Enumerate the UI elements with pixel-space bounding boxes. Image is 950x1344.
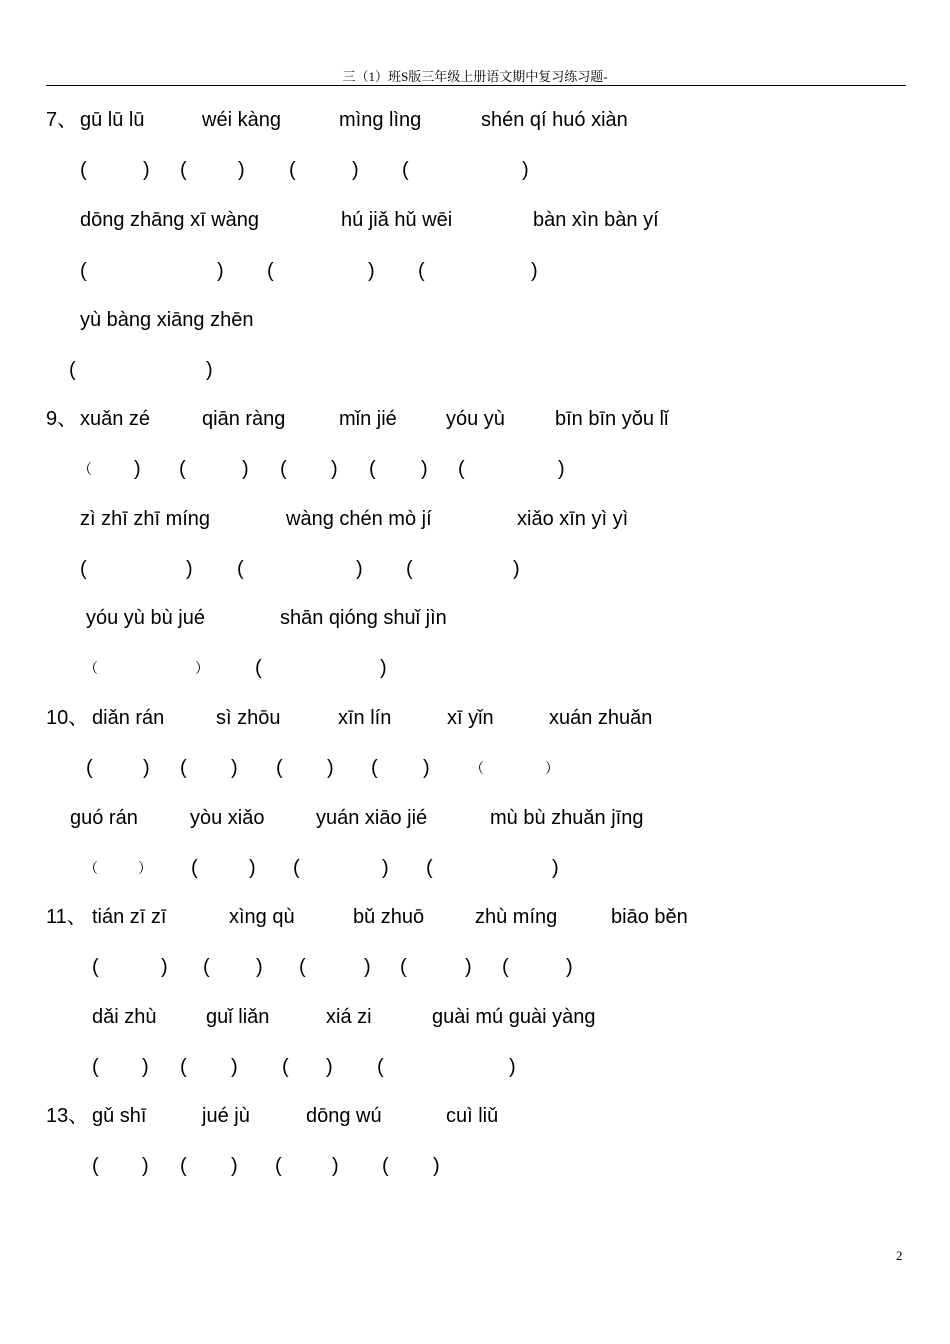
q10-pinyin-row-1 bbox=[0, 703, 950, 733]
pinyin-item: xiǎo xīn yì yì bbox=[517, 508, 629, 530]
q9-answer-row-3 bbox=[0, 653, 950, 683]
page-header-title: 三（1）班S版三年级上册语文期中复习练习题- bbox=[342, 69, 608, 84]
answer-blank-close[interactable]: ) bbox=[256, 956, 263, 978]
answer-blank-close[interactable]: ) bbox=[134, 458, 141, 480]
answer-blank-close[interactable]: ) bbox=[332, 1155, 339, 1177]
answer-blank-open[interactable]: ( bbox=[80, 558, 87, 580]
answer-blank-close[interactable]: ) bbox=[326, 1056, 333, 1078]
answer-blank-open[interactable]: ( bbox=[203, 956, 210, 978]
answer-blank-close[interactable]: ) bbox=[382, 857, 389, 879]
answer-blank-open[interactable]: ( bbox=[458, 458, 465, 480]
pinyin-item: yòu xiǎo bbox=[190, 807, 265, 829]
answer-blank-close[interactable]: ) bbox=[380, 657, 387, 679]
answer-blank-open[interactable]: ( bbox=[369, 458, 376, 480]
answer-blank-close[interactable]: ) bbox=[143, 757, 150, 779]
answer-blank-close[interactable]: ) bbox=[356, 558, 363, 580]
answer-blank-open[interactable]: ( bbox=[400, 956, 407, 978]
q13-pinyin-row-1 bbox=[0, 1101, 950, 1131]
answer-blank-open[interactable]: ( bbox=[237, 558, 244, 580]
answer-blank-open[interactable]: ( bbox=[289, 159, 296, 181]
pinyin-item: bīn bīn yǒu lǐ bbox=[555, 408, 669, 430]
answer-blank-close[interactable]: ) bbox=[206, 359, 213, 381]
answer-blank-open[interactable]: ( bbox=[69, 359, 76, 381]
pinyin-item: yóu yù bbox=[446, 408, 505, 430]
q10-answer-row-2 bbox=[0, 853, 950, 883]
answer-blank-close[interactable]: ) bbox=[331, 458, 338, 480]
pinyin-item: guǐ liǎn bbox=[206, 1006, 270, 1028]
pinyin-item: sì zhōu bbox=[216, 707, 281, 729]
answer-blank-close[interactable]: ) bbox=[186, 558, 193, 580]
answer-blank-close[interactable]: ) bbox=[558, 458, 565, 480]
q11-answer-row-1 bbox=[0, 952, 950, 982]
answer-blank-open[interactable]: ( bbox=[180, 1155, 187, 1177]
answer-blank-open[interactable]: ( bbox=[426, 857, 433, 879]
answer-blank-open[interactable]: ( bbox=[418, 260, 425, 282]
answer-blank-open[interactable]: （ bbox=[84, 660, 98, 676]
answer-blank-open[interactable]: ( bbox=[180, 159, 187, 181]
pinyin-item: dǎi zhù bbox=[92, 1006, 157, 1028]
pinyin-item: wàng chén mò jí bbox=[286, 508, 432, 530]
q11-answer-row-2 bbox=[0, 1052, 950, 1082]
answer-blank-open[interactable]: ( bbox=[92, 1056, 99, 1078]
answer-blank-open[interactable]: ( bbox=[502, 956, 509, 978]
q7-answer-row-3 bbox=[0, 355, 950, 385]
answer-blank-open[interactable]: ( bbox=[293, 857, 300, 879]
answer-blank-open[interactable]: ( bbox=[255, 657, 262, 679]
answer-blank-open[interactable]: ( bbox=[276, 757, 283, 779]
answer-blank-close[interactable]: ) bbox=[238, 159, 245, 181]
answer-blank-open[interactable]: ( bbox=[191, 857, 198, 879]
answer-blank-open[interactable]: ( bbox=[377, 1056, 384, 1078]
question-number: 11、 bbox=[46, 906, 87, 928]
answer-blank-close[interactable]: ) bbox=[566, 956, 573, 978]
answer-blank-close[interactable]: ) bbox=[509, 1056, 516, 1078]
pinyin-item: tián zī zī bbox=[92, 906, 167, 928]
answer-blank-open[interactable]: ( bbox=[92, 1155, 99, 1177]
pinyin-item: xuán zhuǎn bbox=[549, 707, 653, 729]
q9-pinyin-row-3 bbox=[0, 603, 950, 633]
answer-blank-close[interactable]: ) bbox=[522, 159, 529, 181]
pinyin-item: xìng qù bbox=[229, 906, 295, 928]
pinyin-item: mǐn jié bbox=[339, 408, 397, 430]
answer-blank-close[interactable]: ) bbox=[161, 956, 168, 978]
answer-blank-close[interactable]: ) bbox=[552, 857, 559, 879]
q7-pinyin-row-1 bbox=[0, 105, 950, 135]
pinyin-item: zhù míng bbox=[475, 906, 558, 928]
q10-pinyin-row-2 bbox=[0, 803, 950, 833]
q7-pinyin-row-3 bbox=[0, 305, 950, 335]
answer-blank-close[interactable]: ) bbox=[249, 857, 256, 879]
answer-blank-open[interactable]: ( bbox=[382, 1155, 389, 1177]
pinyin-item: shén qí huó xiàn bbox=[481, 109, 628, 131]
answer-blank-open[interactable]: ( bbox=[282, 1056, 289, 1078]
pinyin-item: guài mú guài yàng bbox=[432, 1006, 596, 1028]
answer-blank-close[interactable]: ) bbox=[142, 1056, 149, 1078]
pinyin-item: dōng wú bbox=[306, 1105, 382, 1127]
pinyin-item: jué jù bbox=[202, 1105, 250, 1127]
pinyin-item: wéi kàng bbox=[202, 109, 281, 131]
header-rule bbox=[46, 85, 906, 86]
question-number: 13、 bbox=[46, 1105, 89, 1127]
q9-answer-row-2 bbox=[0, 554, 950, 584]
q11-pinyin-row-1 bbox=[0, 902, 950, 932]
answer-blank-open[interactable]: ( bbox=[371, 757, 378, 779]
answer-blank-close[interactable]: ) bbox=[242, 458, 249, 480]
pinyin-item: yuán xiāo jié bbox=[316, 807, 428, 829]
answer-blank-open[interactable]: ( bbox=[92, 956, 99, 978]
answer-blank-close[interactable]: ) bbox=[368, 260, 375, 282]
answer-blank-close[interactable]: ) bbox=[231, 757, 238, 779]
answer-blank-close[interactable]: ) bbox=[513, 558, 520, 580]
answer-blank-open[interactable]: ( bbox=[406, 558, 413, 580]
pinyin-item: qiān ràng bbox=[202, 408, 286, 430]
answer-blank-open[interactable]: ( bbox=[179, 458, 186, 480]
answer-blank-open[interactable]: ( bbox=[80, 260, 87, 282]
answer-blank-open[interactable]: ( bbox=[299, 956, 306, 978]
answer-blank-close[interactable]: ） bbox=[545, 760, 559, 776]
answer-blank-close[interactable]: ） bbox=[138, 860, 152, 876]
pinyin-item: cuì liǔ bbox=[446, 1105, 499, 1127]
q9-answer-row-1 bbox=[0, 454, 950, 484]
answer-blank-close[interactable]: ) bbox=[231, 1056, 238, 1078]
answer-blank-close[interactable]: ) bbox=[421, 458, 428, 480]
pinyin-item: guó rán bbox=[70, 807, 138, 829]
answer-blank-open[interactable]: （ bbox=[84, 860, 98, 876]
answer-blank-open[interactable]: （ bbox=[78, 461, 92, 477]
answer-blank-close[interactable]: ) bbox=[433, 1155, 440, 1177]
answer-blank-close[interactable]: ） bbox=[195, 660, 209, 676]
pinyin-item: dōng zhāng xī wàng bbox=[80, 209, 260, 231]
pinyin-item: shān qióng shuǐ jìn bbox=[280, 607, 447, 629]
pinyin-item: bǔ zhuō bbox=[353, 906, 425, 928]
answer-blank-close[interactable]: ) bbox=[143, 159, 150, 181]
question-number: 7、 bbox=[46, 109, 78, 131]
pinyin-item: zì zhī zhī míng bbox=[80, 508, 211, 530]
pinyin-item: xīn lín bbox=[338, 707, 392, 729]
answer-blank-close[interactable]: ) bbox=[531, 260, 538, 282]
answer-blank-close[interactable]: ) bbox=[465, 956, 472, 978]
pinyin-item: yù bàng xiāng zhēn bbox=[80, 309, 254, 331]
pinyin-item: bàn xìn bàn yí bbox=[533, 209, 659, 231]
q9-pinyin-row-1 bbox=[0, 404, 950, 434]
answer-blank-close[interactable]: ) bbox=[352, 159, 359, 181]
answer-blank-close[interactable]: ) bbox=[423, 757, 430, 779]
answer-blank-close[interactable]: ) bbox=[142, 1155, 149, 1177]
pinyin-item: hú jiǎ hǔ wēi bbox=[341, 209, 453, 231]
page-number: 2 bbox=[896, 1248, 903, 1263]
q7-answer-row-2 bbox=[0, 256, 950, 286]
q10-answer-row-1 bbox=[0, 753, 950, 783]
answer-blank-close[interactable]: ) bbox=[364, 956, 371, 978]
q11-pinyin-row-2 bbox=[0, 1002, 950, 1032]
answer-blank-open[interactable]: ( bbox=[80, 159, 87, 181]
question-number: 9、 bbox=[46, 408, 78, 430]
answer-blank-open[interactable]: ( bbox=[180, 757, 187, 779]
answer-blank-open[interactable]: ( bbox=[402, 159, 409, 181]
answer-blank-open[interactable]: ( bbox=[180, 1056, 187, 1078]
pinyin-item: biāo běn bbox=[611, 906, 688, 928]
pinyin-item: mù bù zhuǎn jīng bbox=[490, 807, 644, 829]
pinyin-item: xiá zi bbox=[326, 1006, 372, 1028]
answer-blank-open[interactable]: ( bbox=[267, 260, 274, 282]
answer-blank-close[interactable]: ) bbox=[327, 757, 334, 779]
answer-blank-open[interactable]: ( bbox=[86, 757, 93, 779]
pinyin-item: yóu yù bù jué bbox=[86, 607, 205, 629]
q9-pinyin-row-2 bbox=[0, 504, 950, 534]
question-number: 10、 bbox=[46, 707, 89, 729]
pinyin-item: diǎn rán bbox=[92, 707, 165, 729]
answer-blank-open[interactable]: （ bbox=[470, 760, 484, 776]
answer-blank-close[interactable]: ) bbox=[231, 1155, 238, 1177]
q13-answer-row-1 bbox=[0, 1151, 950, 1181]
q7-answer-row-1 bbox=[0, 155, 950, 185]
answer-blank-close[interactable]: ) bbox=[217, 260, 224, 282]
answer-blank-open[interactable]: ( bbox=[275, 1155, 282, 1177]
q7-pinyin-row-2 bbox=[0, 205, 950, 235]
pinyin-item: gū lū lū bbox=[80, 109, 145, 131]
pinyin-item: mìng lìng bbox=[339, 109, 422, 131]
pinyin-item: gǔ shī bbox=[92, 1105, 147, 1127]
answer-blank-open[interactable]: ( bbox=[280, 458, 287, 480]
pinyin-item: xuǎn zé bbox=[80, 408, 151, 430]
pinyin-item: xī yǐn bbox=[447, 707, 494, 729]
